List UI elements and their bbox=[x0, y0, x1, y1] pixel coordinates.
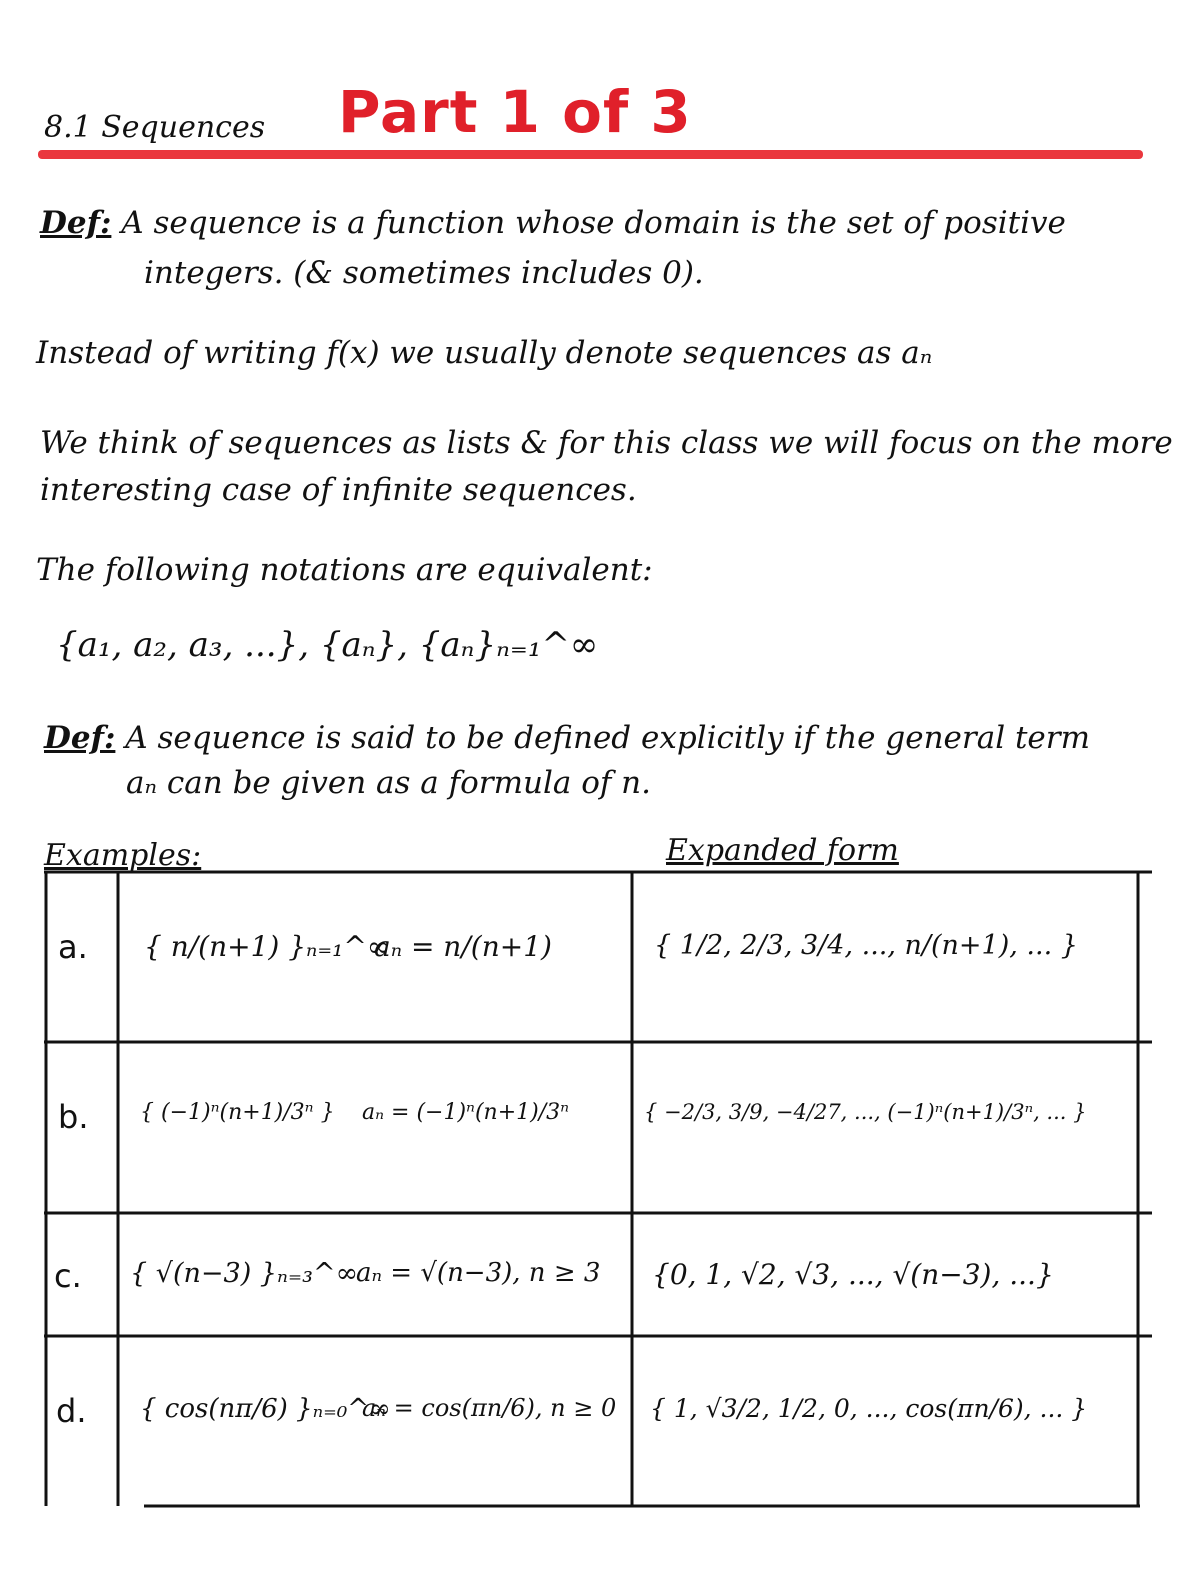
row-expanded: {0, 1, √2, √3, ..., √(n−3), ...} bbox=[652, 1258, 1054, 1291]
row-label: d. bbox=[56, 1392, 87, 1430]
def2-line2: aₙ can be given as a formula of n. bbox=[126, 765, 652, 801]
row-expanded: { 1, √3/2, 1/2, 0, ..., cos(πn/6), ... } bbox=[650, 1394, 1088, 1423]
equivalent-text: The following notations are equivalent: bbox=[36, 552, 653, 588]
examples-heading: Examples: bbox=[44, 838, 202, 873]
row-formula: aₙ = cos(πn/6), n ≥ 0 bbox=[362, 1394, 617, 1422]
section-title: 8.1 Sequences bbox=[44, 110, 266, 145]
row-label: b. bbox=[58, 1098, 89, 1136]
row-sequence: { cos(nπ/6) }ₙ₌₀^∞ bbox=[140, 1394, 391, 1424]
row-formula: aₙ = (−1)ⁿ(n+1)/3ⁿ bbox=[362, 1100, 570, 1125]
def1-line1: A sequence is a function whose domain is the set of positive bbox=[121, 205, 1066, 241]
definition-2 bbox=[44, 720, 1090, 756]
row-formula: aₙ = √(n−3), n ≥ 3 bbox=[356, 1258, 601, 1288]
row-formula: aₙ = n/(n+1) bbox=[374, 930, 552, 963]
row-expanded: { −2/3, 3/9, −4/27, ..., (−1)ⁿ(n+1)/3ⁿ, ... } bbox=[644, 1100, 1087, 1124]
row-label: c. bbox=[54, 1257, 82, 1295]
expanded-form-heading: Expanded form bbox=[666, 833, 899, 868]
notations: {a₁, a₂, a₃, ...}, {aₙ}, {aₙ}ₙ₌₁^∞ bbox=[56, 625, 599, 665]
row-sequence: { (−1)ⁿ(n+1)/3ⁿ } bbox=[140, 1100, 335, 1125]
header-underline bbox=[38, 150, 1143, 159]
think-line2: interesting case of infinite sequences. bbox=[40, 472, 637, 508]
part-title: Part 1 of 3 bbox=[338, 78, 692, 146]
def-label: Def: bbox=[40, 205, 112, 241]
instead-text: Instead of writing f(x) we usually denote sequences as aₙ bbox=[36, 335, 933, 371]
def2-line1: A sequence is said to be defined explicitly if the general term bbox=[125, 720, 1090, 756]
def1-line2: integers. (& sometimes includes 0). bbox=[144, 255, 704, 291]
def-label: Def: bbox=[44, 720, 116, 756]
think-line1: We think of sequences as lists & for this class we will focus on the more bbox=[40, 425, 1173, 461]
examples-table bbox=[44, 870, 1154, 1510]
row-sequence: { √(n−3) }ₙ₌₃^∞ bbox=[130, 1258, 359, 1289]
row-label: a. bbox=[58, 928, 88, 966]
definition-1 bbox=[40, 205, 1066, 241]
row-expanded: { 1/2, 2/3, 3/4, ..., n/(n+1), ... } bbox=[654, 930, 1078, 961]
row-sequence: { n/(n+1) }ₙ₌₁^∞ bbox=[144, 930, 391, 963]
